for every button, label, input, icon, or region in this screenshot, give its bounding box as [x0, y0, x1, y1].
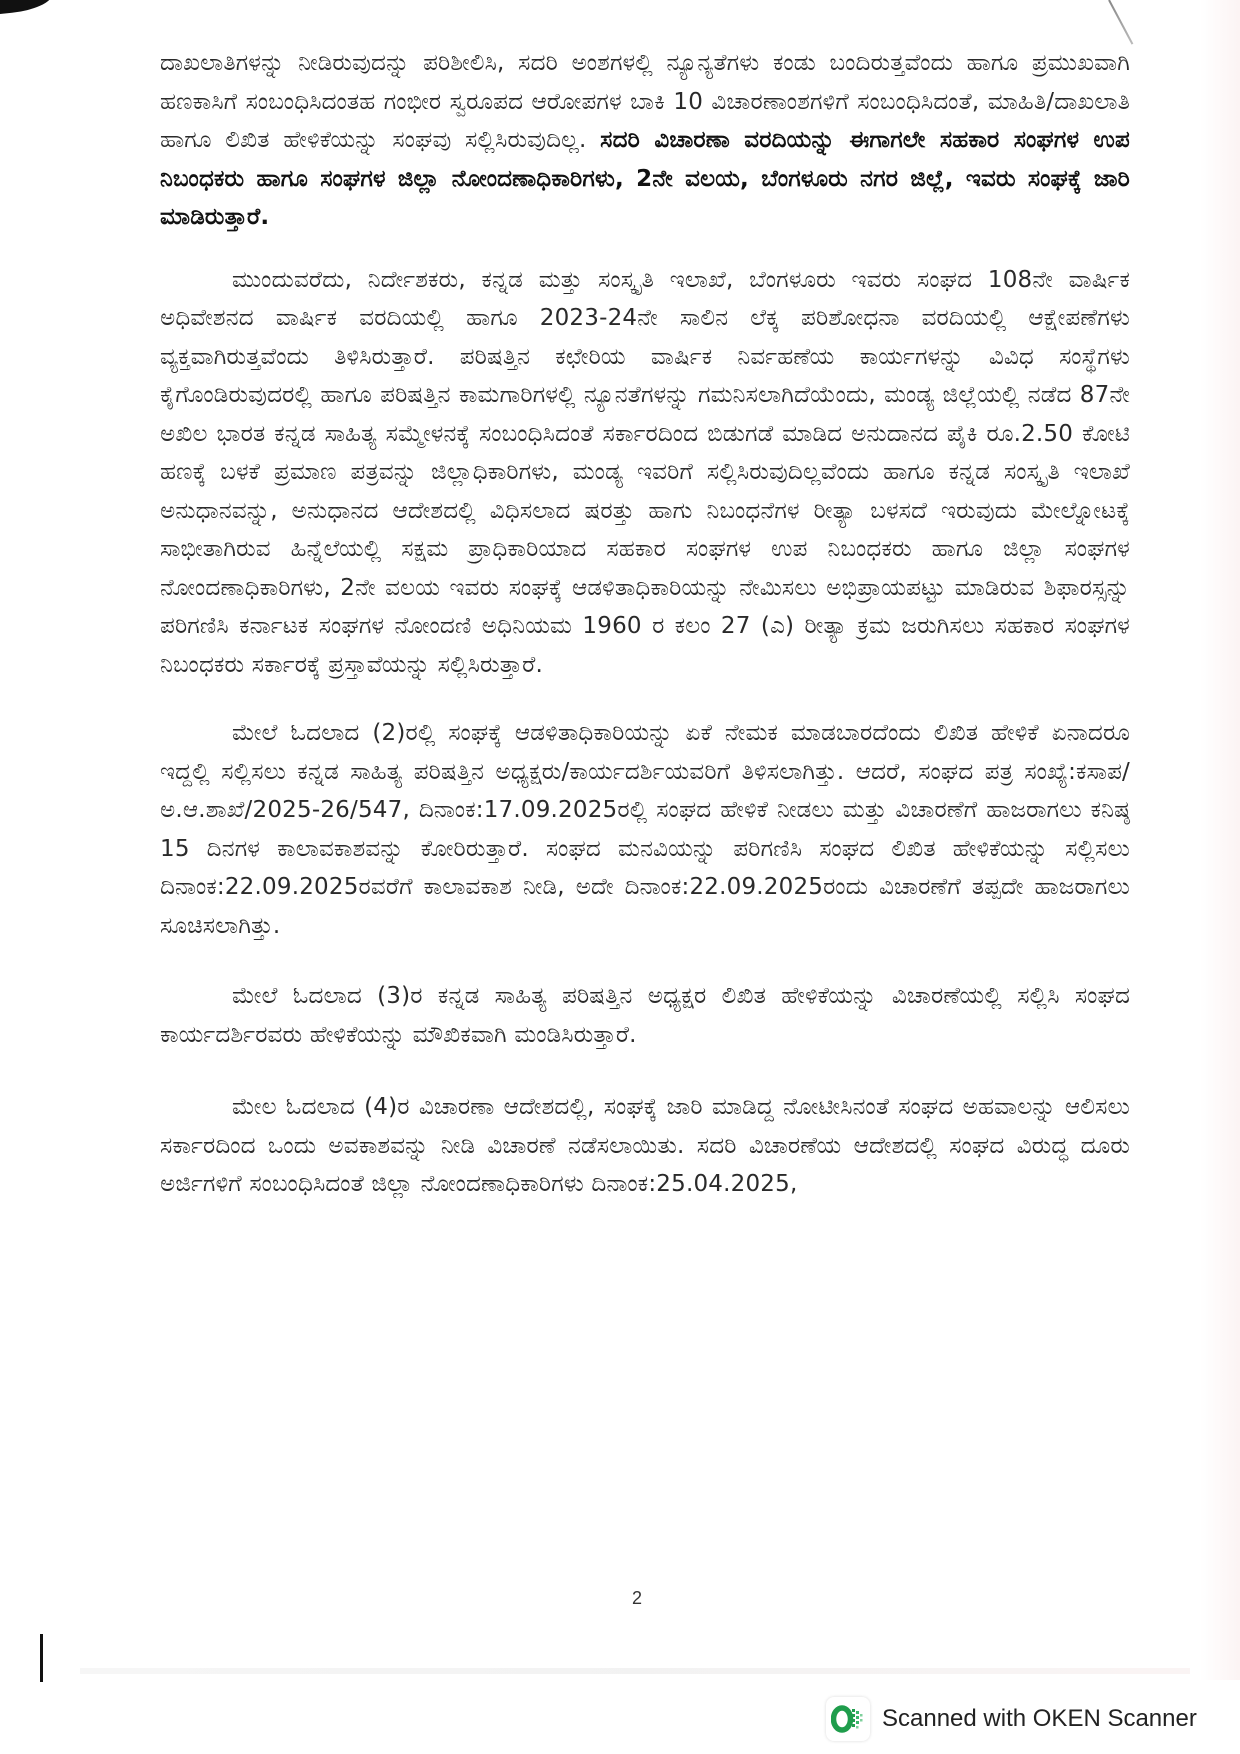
paragraph-3: ಮೇಲೆ ಓದಲಾದ (2)ರಲ್ಲಿ ಸಂಘಕ್ಕೆ ಆಡಳಿತಾಧಿಕಾರಿಯನ್ನು ಏಕೆ ನೇಮಕ ಮಾಡಬಾರದೆಂದು ಲಿಖಿತ ಹೇಳಿಕೆ ಏನಾದರೂ ಇದ್ದಲ್ಲಿ ಸಲ್ಲಿಸಲು ಕನ್ನಡ ಸಾಹಿತ್ಯ ಪರಿಷತ್ತಿನ ಅಧ್ಯಕ್ಷರು/ಕಾರ್ಯದರ್ಶಿಯವರಿಗೆ ತಿಳಿಸಲಾಗಿತ್ತು. ಆದರೆ, ಸಂಘದ ಪತ್ರ ಸಂಖ್ಯೆ:ಕಸಾಪ/ಅ.ಆ.ಶಾಖೆ/2025-26/547, ದಿನಾಂಕ:17.09.2025ರಲ್ಲಿ ಸಂಘದ ಹೇಳಿಕೆ ನೀಡಲು ಮತ್ತು ವಿಚಾರಣೆಗೆ ಹಾಜರಾಗಲು ಕನಿಷ್ಠ 15 ದಿನಗಳ ಕಾಲಾವಕಾಶವನ್ನು ಕೋರಿರುತ್ತಾರೆ. ಸಂಘದ ಮನವಿಯನ್ನು ಪರಿಗಣಿಸಿ ಸಂಘದ ಲಿಖಿತ ಹೇಳಿಕೆಯನ್ನು ಸಲ್ಲಿಸಲು ದಿನಾಂಕ:22.09.2025ರವರೆಗೆ ಕಾಲಾವಕಾಶ ನೀಡಿ, ಅದೇ ದಿನಾಂಕ:22.09.2025ರಂದು ವಿಚಾರಣೆಗೆ ತಪ್ಪದೇ ಹಾಜರಾಗಲು ಸೂಚಿಸಲಾಗಿತ್ತು. [160, 720, 1130, 939]
paragraph-5: ಮೇಲ ಓದಲಾದ (4)ರ ವಿಚಾರಣಾ ಆದೇಶದಲ್ಲಿ, ಸಂಘಕ್ಕೆ ಜಾರಿ ಮಾಡಿದ್ದ ನೋಟೀಸಿನಂತೆ ಸಂಘದ ಅಹವಾಲನ್ನು ಆಲಿಸಲು ಸರ್ಕಾರದಿಂದ ಒಂದು ಅವಕಾಶವನ್ನು ನೀಡಿ ವಿಚಾರಣೆ ನಡೆಸಲಾಯಿತು. ಸದರಿ ವಿಚಾರಣೆಯ ಆದೇಶದಲ್ಲಿ ಸಂಘದ ವಿರುದ್ಧ ದೂರು ಅರ್ಜಿಗಳಿಗೆ ಸಂಬಂಧಿಸಿದಂತೆ ಜಿಲ್ಲಾ ನೋಂದಣಾಧಿಕಾರಿಗಳು ದಿನಾಂಕ:25.04.2025, [160, 1094, 1130, 1197]
paragraph-2: ಮುಂದುವರೆದು, ನಿರ್ದೇಶಕರು, ಕನ್ನಡ ಮತ್ತು ಸಂಸ್ಕೃತಿ ಇಲಾಖೆ, ಬೆಂಗಳೂರು ಇವರು ಸಂಘದ 108ನೇ ವಾರ್ಷಿಕ ಅಧಿವೇಶನದ ವಾರ್ಷಿಕ ವರದಿಯಲ್ಲಿ ಹಾಗೂ 2023-24ನೇ ಸಾಲಿನ ಲೆಕ್ಕ ಪರಿಶೋಧನಾ ವರದಿಯಲ್ಲಿ ಆಕ್ಷೇಪಣೆಗಳು ವ್ಯಕ್ತವಾಗಿರುತ್ತವೆಂದು ತಿಳಿಸಿರುತ್ತಾರೆ. ಪರಿಷತ್ತಿನ ಕಛೇರಿಯ ವಾರ್ಷಿಕ ನಿರ್ವಹಣೆಯ ಕಾರ್ಯಗಳನ್ನು ವಿವಿಧ ಸಂಸ್ಥೆಗಳು ಕೈಗೊಂಡಿರುವುದರಲ್ಲಿ ಹಾಗೂ ಪರಿಷತ್ತಿನ ಕಾಮಗಾರಿಗಳಲ್ಲಿ ನ್ಯೂನತೆಗಳನ್ನು ಗಮನಿಸಲಾಗಿದೆಯೆಂದು, ಮಂಡ್ಯ ಜಿಲ್ಲೆಯಲ್ಲಿ ನಡೆದ 87ನೇ ಅಖಿಲ ಭಾರತ ಕನ್ನಡ ಸಾಹಿತ್ಯ ಸಮ್ಮೇಳನಕ್ಕೆ ಸಂಬಂಧಿಸಿದಂತೆ ಸರ್ಕಾರದಿಂದ ಬಿಡುಗಡೆ ಮಾಡಿದ ಅನುದಾನದ ಪೈಕಿ ರೂ.2.50 ಕೋಟಿ ಹಣಕ್ಕೆ ಬಳಕೆ ಪ್ರಮಾಣ ಪತ್ರವನ್ನು ಜಿಲ್ಲಾಧಿಕಾರಿಗಳು, ಮಂಡ್ಯ ಇವರಿಗೆ ಸಲ್ಲಿಸಿರುವುದಿಲ್ಲವೆಂದು ಹಾಗೂ ಕನ್ನಡ ಸಂಸ್ಕೃತಿ ಇಲಾಖೆ ಅನುಧಾನವನ್ನು, ಅನುಧಾನದ ಆದೇಶದಲ್ಲಿ ವಿಧಿಸಲಾದ ಷರತ್ತು ಹಾಗು ನಿಬಂಧನೆಗಳ ರೀತ್ಯಾ ಬಳಸದೆ ಇರುವುದು ಮೇಲ್ನೋಟಕ್ಕೆ ಸಾಭೀತಾಗಿರುವ ಹಿನ್ನೆಲೆಯಲ್ಲಿ ಸಕ್ಷಮ ಪ್ರಾಧಿಕಾರಿಯಾದ ಸಹಕಾರ ಸಂಘಗಳ ಉಪ ನಿಬಂಧಕರು ಹಾಗೂ ಜಿಲ್ಲಾ ಸಂಘಗಳ ನೋಂದಣಾಧಿಕಾರಿಗಳು, 2ನೇ ವಲಯ ಇವರು ಸಂಘಕ್ಕೆ ಆಡಳಿತಾಧಿಕಾರಿಯನ್ನು ನೇಮಿಸಲು ಅಭಿಪ್ರಾಯಪಟ್ಟು ಮಾಡಿರುವ ಶಿಫಾರಸ್ಸನ್ನು ಪರಿಗಣಿಸಿ ಕರ್ನಾಟಕ ಸಂಘಗಳ ನೋಂದಣಿ ಅಧಿನಿಯಮ 1960 ರ ಕಲಂ 27 (ಎ) ರೀತ್ಯಾ ಕ್ರಮ ಜರುಗಿಸಲು ಸಹಕಾರ ಸಂಘಗಳ ನಿಬಂಧಕರು ಸರ್ಕಾರಕ್ಕೆ ಪ್ರಸ್ತಾವೆಯನ್ನು ಸಲ್ಲಿಸಿರುತ್ತಾರೆ. [160, 266, 1130, 678]
scan-edge-tint [1200, 0, 1240, 1680]
paragraph-1 [160, 44, 1130, 237]
document-page [160, 44, 1130, 1204]
scan-edge-mark [40, 1634, 43, 1682]
scanner-watermark [826, 1694, 1197, 1744]
paragraph-4: ಮೇಲೆ ಓದಲಾದ (3)ರ ಕನ್ನಡ ಸಾಹಿತ್ಯ ಪರಿಷತ್ತಿನ ಅಧ್ಯಕ್ಷರ ಲಿಖಿತ ಹೇಳಿಕೆಯನ್ನು ವಿಚಾರಣೆಯಲ್ಲಿ ಸಲ್ಲಿಸಿ ಸಂಘದ ಕಾರ್ಯದರ್ಶಿರವರು ಹೇಳಿಕೆಯನ್ನು ಮೌಖಿಕವಾಗಿ ಮಂಡಿಸಿರುತ್ತಾರೆ. [160, 983, 1130, 1048]
oken-logo-glyph-icon [831, 1704, 865, 1734]
page-number: 2 [632, 1588, 643, 1608]
page-fold-line [1108, 0, 1133, 45]
paragraph-1-bold-text: ಸದರಿ ವಿಚಾರಣಾ ವರದಿಯನ್ನು ಈಗಾಗಲೇ ಸಹಕಾರ ಸಂಘಗಳ ಉಪ ನಿಬಂಧಕರು ಹಾಗೂ ಸಂಘಗಳ ಜಿಲ್ಲಾ ನೋಂದಣಾಧಿಕಾರಿಗಳು, 2ನೇ ವಲಯ, ಬೆಂಗಳೂರು ನಗರ ಜಿಲ್ಲೆ, ಇವರು ಸಂಘಕ್ಕೆ ಜಾರಿ ಮಾಡಿರುತ್ತಾರೆ. [160, 127, 1130, 230]
scan-bottom-edge [80, 1668, 1190, 1674]
watermark-text: Scanned with OKEN Scanner [882, 1705, 1197, 1732]
oken-scanner-logo-icon [826, 1697, 870, 1741]
paragraph-1-text: ದಾಖಲಾತಿಗಳನ್ನು ನೀಡಿರುವುದನ್ನು ಪರಿಶೀಲಿಸಿ, ಸದರಿ ಅಂಶಗಳಲ್ಲಿ ನ್ಯೂನ್ಯತೆಗಳು ಕಂಡು ಬಂದಿರುತ್ತವೆಂದು ಹಾಗೂ ಪ್ರಮುಖವಾಗಿ ಹಣಕಾಸಿಗೆ ಸಂಬಂಧಿಸಿದಂತಹ ಗಂಭೀರ ಸ್ವರೂಪದ ಆರೋಪಗಳ ಬಾಕಿ 10 ವಿಚಾರಣಾಂಶಗಳಿಗೆ ಸಂಬಂಧಿಸಿದಂತೆ, ಮಾಹಿತಿ/ದಾಖಲಾತಿ ಹಾಗೂ ಲಿಖಿತ ಹೇಳಿಕೆಯನ್ನು ಸಂಘವು ಸಲ್ಲಿಸಿರುವುದಿಲ್ಲ. [160, 50, 1130, 153]
scan-shadow-corner [0, 0, 52, 14]
